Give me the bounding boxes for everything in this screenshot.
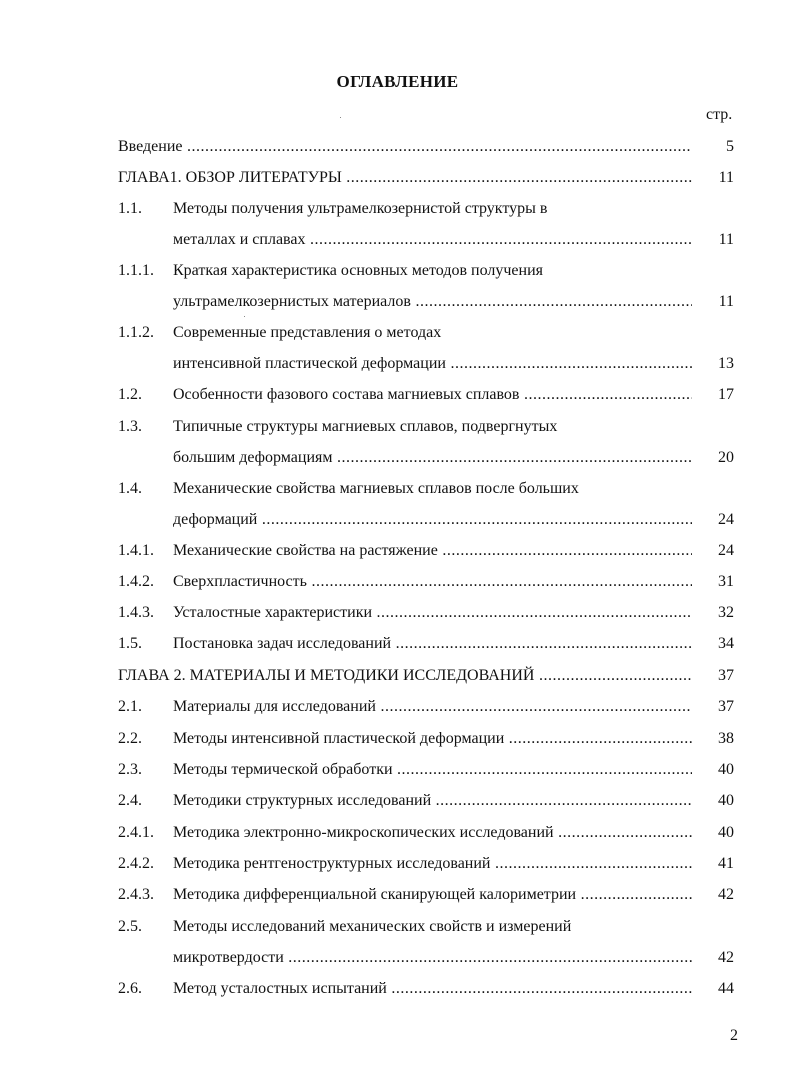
toc-entry-number: 1.4.3. <box>118 604 154 621</box>
page-number: 2 <box>730 1027 738 1044</box>
toc-entry-page: 40 <box>718 824 734 841</box>
dot-leader <box>411 293 692 310</box>
toc-entry-number: 1.3. <box>118 418 142 435</box>
toc-entry-number: 1.1.2. <box>118 324 154 341</box>
toc-entry-page: 37 <box>718 667 734 684</box>
toc-entry-text: ультрамелкозернистых материалов <box>173 293 411 310</box>
dot-leader <box>431 792 692 809</box>
toc-entry-page: 20 <box>718 449 734 466</box>
toc-entry-title <box>173 261 692 281</box>
toc-entry-title <box>173 385 692 405</box>
toc-entry-page: 40 <box>718 792 734 809</box>
toc-entry-number: 2.2. <box>118 730 142 747</box>
toc-entry-number: 2.1. <box>118 698 142 715</box>
toc-entry-page: 31 <box>718 573 734 590</box>
toc-entry-text: ГЛАВА1. ОБЗОР ЛИТЕРАТУРЫ <box>118 169 342 186</box>
toc-entry-text: Краткая характеристика основных методов получения <box>173 262 543 279</box>
toc-entry-title <box>173 823 692 843</box>
toc-entry-text: Материалы для исследований <box>173 698 376 715</box>
toc-entry-title <box>173 948 692 968</box>
toc-entry-page: 42 <box>718 949 734 966</box>
dot-leader <box>376 698 692 715</box>
toc-entry-text: Методы получения ультрамелкозернистой структуры в <box>173 200 548 217</box>
toc-entry-title <box>173 354 692 374</box>
toc-entry-text: Методика рентгеноструктурных исследований <box>173 855 491 872</box>
toc-entry-page: 13 <box>718 355 734 372</box>
dot-leader <box>257 511 692 528</box>
toc-entry-title <box>173 323 692 343</box>
toc-entry-text: микротвердости <box>173 949 284 966</box>
toc-entry-text: Усталостные характеристики <box>173 604 373 621</box>
toc-entry-text: Методы интенсивной пластической деформации <box>173 730 505 747</box>
toc-entry-text: Методы исследований механических свойств и измерений <box>173 918 572 935</box>
toc-entry-number: 1.1.1. <box>118 262 154 279</box>
toc-entry-title <box>173 917 692 937</box>
toc-entry-page: 42 <box>718 886 734 903</box>
toc-entry-title <box>173 199 692 219</box>
toc-entry-page: 37 <box>718 698 734 715</box>
dot-leader <box>491 855 693 872</box>
toc-entry-number: 2.4.1. <box>118 824 154 841</box>
toc-entry-title <box>173 634 692 654</box>
dot-leader <box>576 886 692 903</box>
toc-entry-title <box>173 603 692 623</box>
toc-entry-text: Механические свойства магниевых сплавов после больших <box>173 480 579 497</box>
toc-entry-page: 5 <box>726 138 734 155</box>
toc-entry-title <box>173 230 692 250</box>
dot-leader <box>446 355 692 372</box>
toc-entry-number: 2.4. <box>118 792 142 809</box>
toc-entry-number: 2.3. <box>118 761 142 778</box>
toc-entry-text: Методика электронно-микроскопических исследований <box>173 824 554 841</box>
toc-entry-page: 44 <box>718 980 734 997</box>
dot-leader <box>372 604 692 621</box>
toc-entry-title <box>173 729 692 749</box>
toc-entry-text: Сверхпластичность <box>173 573 307 590</box>
toc-entry-number: 1.2. <box>118 386 142 403</box>
toc-entry-title <box>118 168 692 188</box>
dot-leader <box>307 573 692 590</box>
toc-entry-title <box>173 791 692 811</box>
dot-leader <box>284 949 692 966</box>
toc-entry-title <box>173 885 692 905</box>
dot-leader <box>333 449 692 466</box>
toc-entry-number: 2.5. <box>118 918 142 935</box>
toc-entry-text: металлах и сплавах <box>173 231 306 248</box>
toc-entry-text: Типичные структуры магниевых сплавов, подвергнутых <box>173 418 558 435</box>
toc-entry-text: Постановка задач исследований <box>173 635 392 652</box>
toc-entry-title <box>173 510 692 530</box>
toc-entry-text: Метод усталостных испытаний <box>173 980 387 997</box>
toc-entry-title <box>173 541 692 561</box>
toc-entry-number: 1.1. <box>118 200 142 217</box>
dot-leader <box>438 542 692 559</box>
dot-leader <box>387 980 692 997</box>
toc-entry-title <box>173 979 692 999</box>
toc-entry-text: Современные представления о методах <box>173 324 442 341</box>
toc-entry-number: 2.6. <box>118 980 142 997</box>
toc-entry-page: 24 <box>718 511 734 528</box>
toc-entry-page: 17 <box>718 386 734 403</box>
dot-leader <box>391 635 692 652</box>
toc-entry-page: 24 <box>718 542 734 559</box>
toc-entry-title <box>118 137 692 157</box>
toc-entry-title <box>173 760 692 780</box>
toc-entry-page: 11 <box>718 169 734 186</box>
toc-entry-number: 1.4.1. <box>118 542 154 559</box>
toc-entry-title <box>173 479 692 499</box>
dot-leader <box>393 761 692 778</box>
toc-entry-text: Введение <box>118 138 183 155</box>
dot-leader <box>183 138 693 155</box>
page-column-label: стр. <box>706 106 733 123</box>
toc-entry-text: интенсивной пластической деформации <box>173 355 446 372</box>
toc-entry-title <box>173 697 692 717</box>
toc-entry-text: Особенности фазового состава магниевых сплавов <box>173 386 520 403</box>
toc-entry-title <box>173 417 692 437</box>
page-title: ОГЛАВЛЕНИЕ <box>336 72 459 91</box>
dot-leader <box>504 730 692 747</box>
dot-leader <box>519 386 692 403</box>
toc-entry-title <box>173 448 692 468</box>
toc-entry-number: 1.4.2. <box>118 573 154 590</box>
toc-entry-title <box>118 666 692 686</box>
toc-entry-page: 11 <box>718 231 734 248</box>
dot-leader <box>554 824 692 841</box>
toc-entry-text: деформаций <box>173 511 258 528</box>
toc-entry-number: 1.4. <box>118 480 142 497</box>
toc-entry-number: 2.4.2. <box>118 855 154 872</box>
toc-entry-text: Методики структурных исследований <box>173 792 432 809</box>
toc-entry-text: большим деформациям <box>173 449 333 466</box>
toc-entry-page: 41 <box>718 855 734 872</box>
toc-entry-title <box>173 572 692 592</box>
toc-entry-page: 34 <box>718 635 734 652</box>
toc-entry-page: 40 <box>718 761 734 778</box>
toc-entry-number: 1.5. <box>118 635 142 652</box>
toc-entry-text: Механические свойства на растяжение <box>173 542 438 559</box>
toc-entry-text: Методика дифференциальной сканирующей калориметрии <box>173 886 577 903</box>
toc-entry-page: 38 <box>718 730 734 747</box>
toc-entry-page: 11 <box>718 293 734 310</box>
toc-entry-text: Методы термической обработки <box>173 761 393 778</box>
toc-entry-title <box>173 292 692 312</box>
toc-entry-number: 2.4.3. <box>118 886 154 903</box>
toc-entry-page: 32 <box>718 604 734 621</box>
dot-leader <box>534 667 692 684</box>
toc-entry-title <box>173 854 692 874</box>
dot-leader <box>305 231 692 248</box>
toc-entry-text: ГЛАВА 2. МАТЕРИАЛЫ И МЕТОДИКИ ИССЛЕДОВАНИЙ <box>118 667 535 684</box>
dot-leader <box>342 169 692 186</box>
